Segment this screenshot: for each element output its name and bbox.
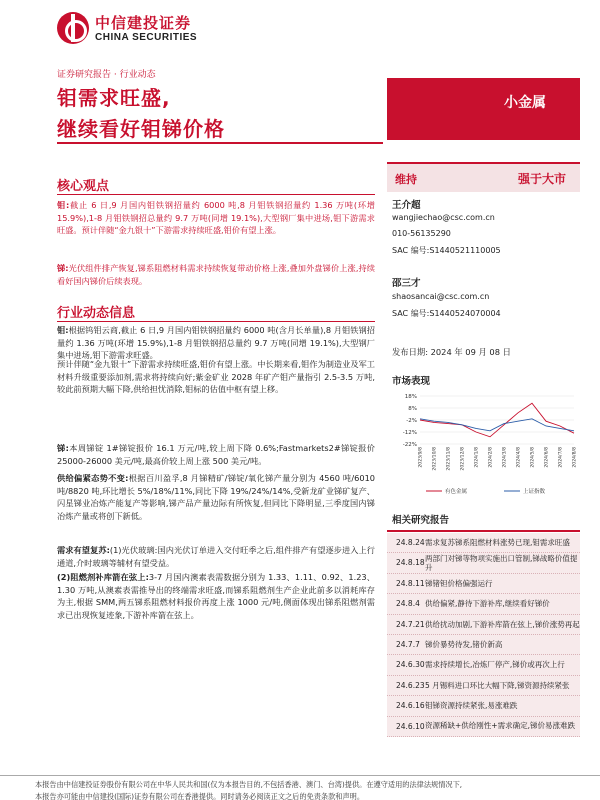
dyn-p5-text: (1)光伏玻璃:国内光伏订单进入交付旺季之后,组件排产有望逐步进入上行通道,介时玻璃等辅材有望受益。 [57,545,375,568]
chart-x-tick-label: 2024/2/8 [488,447,494,468]
chart-x-tick-label: 2023/10/8 [432,447,438,471]
logo-cn-text: 中信建投证券 [95,14,192,32]
related-report-date: 24.6.23 [396,680,425,690]
company-logo [57,10,217,50]
core-mo-text: 截止 6 日,9 月国内钼铁钢招量约 6000 吨,8 月钼铁钢招量约 1.36 万吨(环增 15.9%),1-8 月钼铁钢招总量约 9.7 万吨(同增 19.1%),大型钢厂集中进场,钼下游需求旺盛。预计伴随“金九银十”下游需求持续旺盛,钼价有望上涨。 [57,200,375,236]
chart-legend-label: 有色金属 [445,489,468,495]
core-heading: 核心观点 [57,179,110,194]
dynamics-paragraph-1 [57,324,375,362]
logo-mark-icon [57,12,89,44]
related-report-date: 24.7.7 [396,639,420,649]
related-report-item[interactable] [387,533,580,553]
rating-value: 强于大市 [517,172,566,186]
dynamics-paragraph-5 [57,544,375,569]
chart-y-tick-label: -12% [402,430,417,436]
chart-x-tick-label: 2023/12/8 [460,447,466,471]
related-report-date: 24.7.21 [396,619,425,629]
dyn-p3-label: 锑: [57,443,69,453]
related-report-list [387,533,580,737]
related-report-item[interactable] [387,655,580,675]
publish-date: 发布日期: 2024 年 09 月 08 日 [392,347,511,357]
chart-x-tick-label: 2024/5/8 [530,447,536,468]
chart-x-tick-label: 2024/8/8 [572,447,578,468]
related-report-title: 锑价暴势待发,锗价新高 [425,639,503,649]
related-report-item[interactable] [387,696,580,716]
related-report-title: 资源稀缺+供给刚性+需求确定,锑价易涨难跌 [425,721,575,731]
report-title-line1: 钼需求旺盛, [57,86,171,110]
related-report-item[interactable] [387,717,580,737]
rating-label: 维持 [395,173,417,186]
analyst-1-sac: SAC 编号:S1440521110005 [392,246,501,255]
sector-banner [387,78,580,140]
dynamics-paragraph-4 [57,472,375,522]
related-report-title: 需求复苏锑系阻燃材料涨势已现,钼需求旺盛 [425,537,570,547]
chart-x-tick-label: 2023/9/8 [418,447,424,468]
dynamics-paragraph-6 [57,571,375,621]
rating-box [387,162,580,192]
chart-series-index-line [420,419,574,431]
footer-disclaimer-1: 本报告由中信建投证券股份有限公司在中华人民共和国(仅为本报告目的,不包括香港、澳门、台湾)提供。在遵守适用的法律法规情况下, [35,780,463,789]
core-divider [57,194,375,195]
chart-legend-label: 上证指数 [523,489,546,495]
related-heading: 相关研究报告 [392,515,450,526]
chart-x-tick-label: 2024/3/8 [502,447,508,468]
report-type: 证券研究报告 · 行业动态 [57,70,156,80]
analyst-1-email[interactable]: wangjiechao@csc.com.cn [392,213,495,222]
chart-y-tick-label: 8% [408,406,417,412]
related-report-item[interactable] [387,553,580,573]
related-report-item[interactable] [387,676,580,696]
dynamics-paragraph-3 [57,442,375,467]
dyn-p3-text: 本周锑锭 1#锑锭报价 16.1 万元/吨,较上周下降 0.6%;Fastmarkets2#锑锭报价 25000-26000 美元/吨,最高价较上周上涨 500 美元/吨。 [57,443,375,466]
chart-y-tick-label: -22% [402,442,417,448]
dyn-p1-label: 钼: [57,325,69,335]
related-divider [387,530,580,532]
footer-divider [0,775,600,776]
core-paragraph-mo [57,199,375,237]
related-report-date: 24.6.30 [396,660,425,670]
related-report-title: 两部门对锑等物项实施出口管制,锑战略价值提升 [425,553,578,573]
sector-label: 小金属 [504,95,546,111]
dyn-p6-text: 3-7 月国内澳素表需数据分别为 1.33、1.11、0.92、1.23、1.30 万吨,从澳素表需推导出的终端需求旺盛,而锑系阻燃剂生产企业此前多以消耗库存为主,根据 SMM,两五锑系阻燃材料报价再度上涨 1000 元/吨,侧面体现出锑系阻燃剂需求已出现恢复迹象,下游补库箭在弦上。 [57,572,375,620]
related-report-date: 24.6.16 [396,701,425,711]
dynamics-divider [57,321,375,322]
core-sb-label: 锑: [57,263,69,273]
logo-en-text: CHINA SECURITIES [95,32,198,43]
chart-x-tick-label: 2023/11/8 [446,447,452,471]
related-report-title: 供给偏紧,静待下游补库,继续看好锑价 [425,599,550,609]
related-report-title: 5 月锡料进口环比大幅下降,锑资源持续紧张 [425,680,570,690]
market-heading: 市场表现 [392,376,431,387]
core-paragraph-sb [57,262,375,287]
related-report-item[interactable] [387,594,580,614]
related-report-date: 24.6.10 [396,721,425,731]
related-report-date: 24.8.24 [396,538,425,547]
related-report-date: 24.8.4 [396,599,420,609]
related-report-title: 供给扰动加剧,下游补库箭在弦上,锑价涨势再起 [425,619,580,629]
dyn-p4-text: 根据百川盈孚,8 月锑精矿/锑锭/氧化锑产量分别为 4560 吨/6010 吨/8820 吨,环比增长 5%/18%/11%,同比下降 19%/24%/14%,受新龙矿业锑矿复产、闪星锑业冶炼产能复产等影响,锑产品产量边际有所恢复,但同比下降明显,三季度国内锑冶炼产量或将创下新低。 [57,473,375,521]
related-report-title: 需求持续增长,冶炼厂停产,锑价或再次上行 [425,660,565,670]
dynamics-heading: 行业动态信息 [57,306,136,321]
footer-disclaimer-2: 本报告亦可能由中信建投(国际)证券有限公司在香港提供。同时请务必阅读正文之后的免责条款和声明。 [35,792,365,800]
dyn-p1-text: 根据钨钼云商,截止 6 日,9 月国内钼铁钢招量约 6000 吨(含月长单量),8 月钼铁钢招量约 1.36 万吨(环增 15.9%),1-8 月钼铁钢招总量约 9.7 万吨(同增 19.1%),大型钢厂集中进场,钼下游需求旺盛。 [57,325,375,361]
chart-x-tick-label: 2024/1/8 [474,447,480,468]
chart-x-tick-label: 2024/6/8 [544,447,550,468]
related-report-item[interactable] [387,615,580,635]
report-title-line2: 继续看好钼锑价格 [57,117,225,141]
related-report-title: 锑锗钽价格偏强运行 [425,578,493,588]
title-divider [57,142,383,144]
core-sb-text: 光伏组件排产恢复,锑系阻燃材料需求持续恢复带动价格上涨,叠加外盘锑价上涨,持续看好国内锑价后续表现。 [57,263,375,286]
related-report-item[interactable] [387,574,580,594]
analyst-2-email[interactable]: shaosancai@csc.com.cn [392,292,490,301]
related-report-item[interactable] [387,635,580,655]
analyst-2-name: 邵三才 [392,278,421,289]
analyst-1-phone: 010-56135290 [392,229,451,238]
chart-y-tick-label: -2% [406,418,417,424]
analyst-1-name: 王介超 [392,200,421,211]
chart-x-tick-label: 2024/7/8 [558,447,564,468]
chart-x-tick-label: 2024/4/8 [516,447,522,468]
core-mo-label: 钼: [57,200,70,210]
dyn-p5-label: 需求有望复苏: [57,545,110,555]
related-report-date: 24.8.18 [396,558,425,568]
dyn-p6-label: (2)阻燃剂补库箭在弦上: [57,572,149,582]
related-report-title: 钼锑资源持续紧张,易涨难跌 [425,701,518,711]
dyn-p4-label: 供给偏紧态势不变: [57,473,129,483]
chart-y-tick-label: 18% [404,394,417,400]
dynamics-paragraph-2: 预计伴随“金九银十”下游需求持续旺盛,钼价有望上涨。中长期来看,钼作为制造业及军工材料升级重要添加剂,需求将持续向好;紫金矿业 2028 年矿产钼产量指引 2.5-3.5 万吨,较此前预期大幅下降,供给担忧消除,钼标的估值中枢有望上移。 [57,359,375,395]
related-report-date: 24.8.11 [396,578,425,588]
market-performance-chart [392,390,580,502]
analyst-2-sac: SAC 编号:S1440524070004 [392,309,501,318]
